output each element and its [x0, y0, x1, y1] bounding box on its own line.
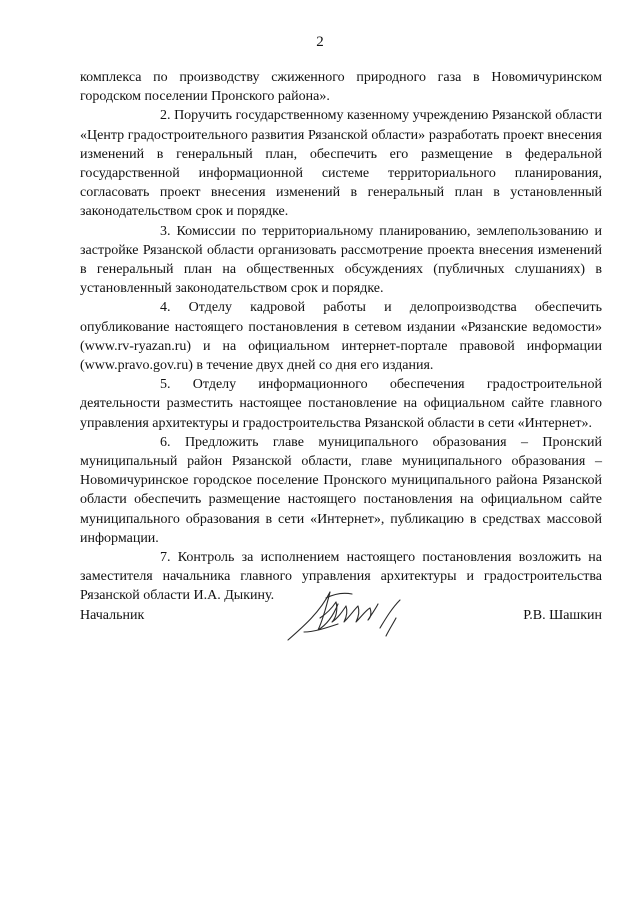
paragraph-item-5	[80, 375, 602, 433]
paragraph-item-4	[80, 298, 602, 375]
signature-block	[80, 590, 602, 660]
paragraph-text: Комиссии по территориальному планированию, землепользованию и застройке Рязанской области организовать рассмотрение проекта внесения изменений в генеральный план на общественных обсуждениях (публичных слушаниях) в установленный законодательством срок и порядке.	[80, 223, 602, 297]
signatory-name: Р.В. Шашкин	[523, 608, 602, 623]
paragraph-number: 4.	[160, 300, 171, 316]
paragraph-number: 2.	[160, 108, 171, 124]
paragraph-number: 3.	[160, 223, 171, 239]
paragraph-text: Поручить государственному казенному учреждению Рязанской области «Центр градостроительного развития Рязанской области» разработать проект внесения изменений в генеральный план, обеспечить его размещение в федеральной государственной информационной системе территориального планирования, согласовать проект внесения изменений в генеральный план в установленный законодательством срок и порядке.	[80, 108, 603, 220]
paragraph-text: Отделу информационного обеспечения градостроительной деятельности разместить настоящее постановление на официальном сайте главного управления архитектуры и градостроительства Рязанской области в сети «Интернет».	[80, 377, 603, 431]
paragraph-item-3	[80, 222, 602, 299]
paragraph-continuation	[80, 68, 602, 106]
paragraph-text: Контроль за исполнением настоящего постановления возложить на заместителя начальника главного управления архитектуры и градостроительства Рязанской области И.А. Дыкину.	[80, 550, 603, 604]
paragraph-item-6	[80, 433, 602, 548]
paragraph-text: комплекса по производству сжиженного природного газа в Новомичуринском городском поселении Пронского района».	[80, 70, 602, 105]
paragraph-number: 6.	[160, 434, 171, 450]
paragraph-item-2	[80, 106, 602, 221]
paragraph-number: 7.	[160, 550, 171, 566]
paragraph-text: Отделу кадровой работы и делопроизводства обеспечить опубликование настоящего постановления в сетевом издании «Рязанские ведомости» (www.rv-ryazan.ru) и на официальном интернет-портале правовой информации (www.pravo.gov.ru) в течение двух дней со дня его издания.	[80, 300, 603, 374]
paragraph-text: Предложить главе муниципального образования – Пронский муниципальный район Рязанской области, главе муниципального образования – Новомичуринское городское поселение Пронского муниципального района Рязанской области обеспечить размещение настоящего постановления на официальном сайте муниципального образования в сети «Интернет», публикацию в средствах массовой информации.	[80, 434, 602, 546]
signatory-title: Начальник	[80, 608, 145, 623]
page-number: 2	[316, 34, 324, 50]
handwritten-signature	[268, 578, 418, 648]
paragraph-number: 5.	[160, 377, 171, 393]
document-body	[80, 68, 602, 606]
